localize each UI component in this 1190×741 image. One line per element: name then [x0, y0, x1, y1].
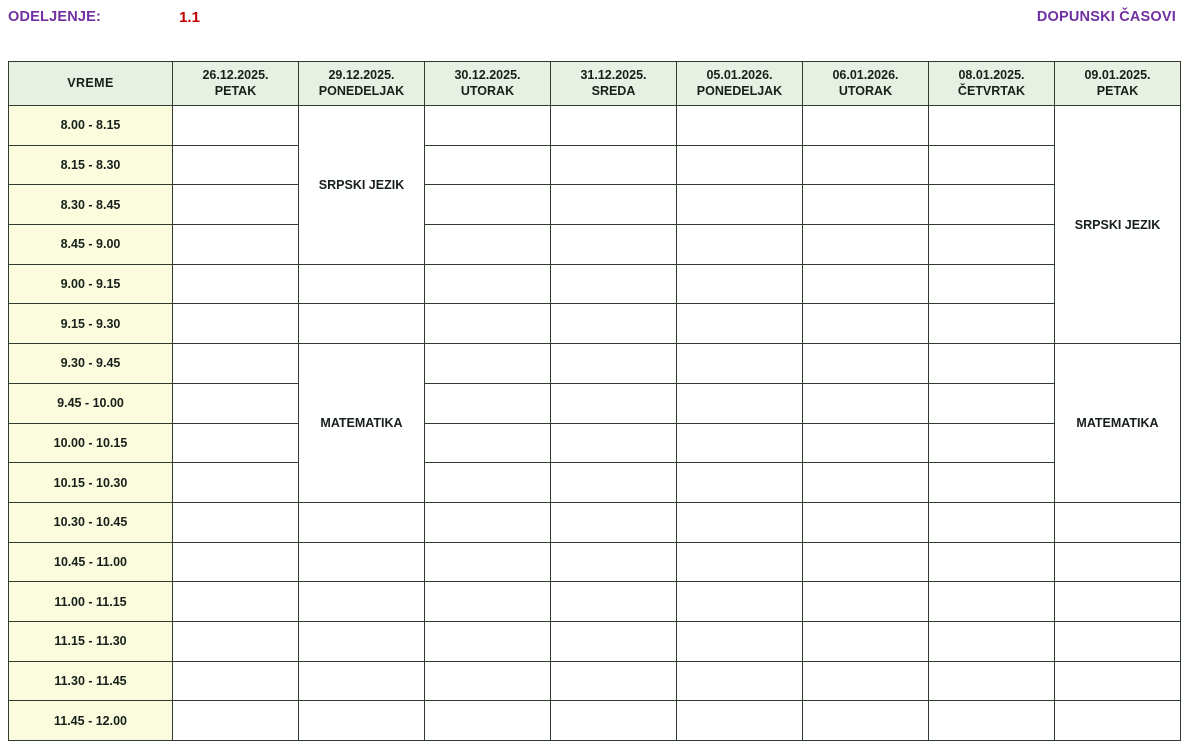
cell-d7[interactable] [929, 582, 1055, 622]
time-slot: 10.15 - 10.30 [9, 463, 173, 503]
cell-d7[interactable] [929, 502, 1055, 542]
cell-d1[interactable] [173, 582, 299, 622]
day-name: UTORAK [460, 83, 515, 98]
cell-d6[interactable] [803, 502, 929, 542]
cell-d4[interactable] [551, 225, 677, 265]
cell-d3[interactable] [425, 185, 551, 225]
cell-d2[interactable] [299, 542, 425, 582]
cell-d6[interactable] [803, 423, 929, 463]
cell-d5[interactable] [677, 106, 803, 146]
time-slot: 9.45 - 10.00 [9, 383, 173, 423]
cell-d8[interactable] [1055, 502, 1181, 542]
time-slot: 11.30 - 11.45 [9, 661, 173, 701]
schedule-table-wrapper [8, 61, 1180, 741]
day-name: SREDA [591, 83, 636, 98]
cell-d8-srpski[interactable]: SRPSKI JEZIK [1055, 106, 1181, 344]
column-header-day-3 [425, 62, 551, 106]
cell-d6[interactable] [803, 106, 929, 146]
table-row [9, 463, 1181, 503]
column-header-day-8 [1055, 62, 1181, 106]
header-row [9, 62, 1181, 106]
cell-d8[interactable] [1055, 542, 1181, 582]
day-date: 31.12.2025. [580, 67, 647, 82]
cell-d2[interactable] [299, 264, 425, 304]
column-header-day-6 [803, 62, 929, 106]
cell-d5[interactable] [677, 383, 803, 423]
page-title: DOPUNSKI ČASOVI [1036, 9, 1176, 25]
cell-d6[interactable] [803, 264, 929, 304]
cell-d6[interactable] [803, 145, 929, 185]
cell-d3[interactable] [425, 304, 551, 344]
cell-d4[interactable] [551, 463, 677, 503]
page-header [0, 0, 1190, 34]
table-row [9, 383, 1181, 423]
cell-d8-matematika[interactable]: MATEMATIKA [1055, 344, 1181, 503]
day-name: PETAK [1096, 83, 1139, 98]
cell-d4[interactable] [551, 383, 677, 423]
cell-d5[interactable] [677, 661, 803, 701]
day-name: UTORAK [838, 83, 893, 98]
cell-d6[interactable] [803, 542, 929, 582]
cell-d1[interactable] [173, 185, 299, 225]
cell-d5[interactable] [677, 621, 803, 661]
time-slot: 8.30 - 8.45 [9, 185, 173, 225]
cell-d1[interactable] [173, 225, 299, 265]
cell-d1[interactable] [173, 344, 299, 384]
cell-d3[interactable] [425, 423, 551, 463]
time-slot: 8.00 - 8.15 [9, 106, 173, 146]
cell-d6[interactable] [803, 304, 929, 344]
cell-d6[interactable] [803, 185, 929, 225]
day-name: PETAK [214, 83, 257, 98]
table-row [9, 423, 1181, 463]
cell-d5[interactable] [677, 542, 803, 582]
cell-d4[interactable] [551, 661, 677, 701]
column-header-vreme: VREME [9, 62, 173, 106]
day-name: PONEDELJAK [318, 83, 405, 98]
cell-d7[interactable] [929, 661, 1055, 701]
cell-d2[interactable] [299, 582, 425, 622]
cell-d1[interactable] [173, 264, 299, 304]
table-row [9, 582, 1181, 622]
cell-d4[interactable] [551, 304, 677, 344]
cell-d3[interactable] [425, 383, 551, 423]
day-date: 05.01.2026. [706, 67, 773, 82]
cell-d5[interactable] [677, 185, 803, 225]
cell-d2-srpski[interactable]: SRPSKI JEZIK [299, 106, 425, 265]
day-date: 26.12.2025. [202, 67, 269, 82]
cell-d7[interactable] [929, 344, 1055, 384]
cell-d6[interactable] [803, 582, 929, 622]
time-slot: 9.30 - 9.45 [9, 344, 173, 384]
cell-d5[interactable] [677, 701, 803, 741]
cell-d1[interactable] [173, 106, 299, 146]
table-row [9, 542, 1181, 582]
table-row [9, 225, 1181, 265]
cell-d5[interactable] [677, 264, 803, 304]
class-label: ODELJENJE: [8, 9, 102, 25]
cell-d4[interactable] [551, 582, 677, 622]
cell-d3[interactable] [425, 344, 551, 384]
cell-d3[interactable] [425, 106, 551, 146]
cell-d1[interactable] [173, 701, 299, 741]
cell-d3[interactable] [425, 502, 551, 542]
cell-d6[interactable] [803, 661, 929, 701]
column-header-day-4 [551, 62, 677, 106]
cell-d6[interactable] [803, 701, 929, 741]
cell-d2[interactable] [299, 502, 425, 542]
cell-d8[interactable] [1055, 661, 1181, 701]
cell-d4[interactable] [551, 264, 677, 304]
cell-d5[interactable] [677, 344, 803, 384]
time-slot: 10.30 - 10.45 [9, 502, 173, 542]
table-row [9, 304, 1181, 344]
cell-d3[interactable] [425, 542, 551, 582]
day-date: 30.12.2025. [454, 67, 521, 82]
cell-d2[interactable] [299, 701, 425, 741]
day-date: 29.12.2025. [328, 67, 395, 82]
cell-d7[interactable] [929, 542, 1055, 582]
day-date: 09.01.2025. [1084, 67, 1151, 82]
table-row [9, 264, 1181, 304]
cell-d5[interactable] [677, 423, 803, 463]
class-value: 1.1 [179, 8, 200, 26]
cell-d3[interactable] [425, 225, 551, 265]
cell-d6[interactable] [803, 621, 929, 661]
cell-d7[interactable] [929, 621, 1055, 661]
table-body [9, 106, 1181, 741]
cell-d7[interactable] [929, 463, 1055, 503]
day-name: ČETVRTAK [957, 83, 1026, 98]
cell-d1[interactable] [173, 463, 299, 503]
cell-d8[interactable] [1055, 582, 1181, 622]
cell-d7[interactable] [929, 701, 1055, 741]
column-header-day-1 [173, 62, 299, 106]
cell-d4[interactable] [551, 701, 677, 741]
cell-d4[interactable] [551, 423, 677, 463]
time-slot: 8.15 - 8.30 [9, 145, 173, 185]
table-row [9, 621, 1181, 661]
table-row [9, 344, 1181, 384]
cell-d3[interactable] [425, 582, 551, 622]
cell-d6[interactable] [803, 383, 929, 423]
cell-d7[interactable] [929, 423, 1055, 463]
time-slot: 9.15 - 9.30 [9, 304, 173, 344]
cell-d3[interactable] [425, 145, 551, 185]
column-header-day-7 [929, 62, 1055, 106]
time-slot: 11.15 - 11.30 [9, 621, 173, 661]
cell-d7[interactable] [929, 106, 1055, 146]
cell-d6[interactable] [803, 225, 929, 265]
cell-d4[interactable] [551, 145, 677, 185]
time-slot: 11.00 - 11.15 [9, 582, 173, 622]
column-header-day-5 [677, 62, 803, 106]
table-row [9, 661, 1181, 701]
time-slot: 11.45 - 12.00 [9, 701, 173, 741]
cell-d4[interactable] [551, 344, 677, 384]
day-date: 06.01.2026. [832, 67, 899, 82]
cell-d7[interactable] [929, 185, 1055, 225]
cell-d2[interactable] [299, 661, 425, 701]
cell-d8[interactable] [1055, 621, 1181, 661]
cell-d1[interactable] [173, 145, 299, 185]
table-row [9, 701, 1181, 741]
day-date: 08.01.2025. [958, 67, 1025, 82]
cell-d5[interactable] [677, 304, 803, 344]
cell-d1[interactable] [173, 621, 299, 661]
table-row [9, 145, 1181, 185]
cell-d7[interactable] [929, 225, 1055, 265]
table-row [9, 185, 1181, 225]
day-name: PONEDELJAK [696, 83, 783, 98]
cell-d1[interactable] [173, 661, 299, 701]
table-row [9, 106, 1181, 146]
schedule-table [8, 61, 1181, 741]
cell-d4[interactable] [551, 542, 677, 582]
column-header-day-2 [299, 62, 425, 106]
cell-d7[interactable] [929, 264, 1055, 304]
cell-d7[interactable] [929, 304, 1055, 344]
time-slot: 9.00 - 9.15 [9, 264, 173, 304]
cell-d4[interactable] [551, 621, 677, 661]
cell-d5[interactable] [677, 463, 803, 503]
cell-d6[interactable] [803, 344, 929, 384]
cell-d5[interactable] [677, 145, 803, 185]
cell-d4[interactable] [551, 502, 677, 542]
cell-d1[interactable] [173, 423, 299, 463]
time-slot: 10.00 - 10.15 [9, 423, 173, 463]
cell-d3[interactable] [425, 621, 551, 661]
time-slot: 8.45 - 9.00 [9, 225, 173, 265]
cell-d8[interactable] [1055, 701, 1181, 741]
cell-d4[interactable] [551, 185, 677, 225]
cell-d1[interactable] [173, 383, 299, 423]
cell-d3[interactable] [425, 661, 551, 701]
cell-d7[interactable] [929, 383, 1055, 423]
cell-d3[interactable] [425, 701, 551, 741]
cell-d7[interactable] [929, 145, 1055, 185]
table-header [9, 62, 1181, 106]
cell-d3[interactable] [425, 264, 551, 304]
table-row [9, 502, 1181, 542]
cell-d2-matematika[interactable]: MATEMATIKA [299, 344, 425, 503]
cell-d4[interactable] [551, 106, 677, 146]
cell-d1[interactable] [173, 542, 299, 582]
cell-d5[interactable] [677, 582, 803, 622]
cell-d2[interactable] [299, 621, 425, 661]
cell-d6[interactable] [803, 463, 929, 503]
cell-d5[interactable] [677, 225, 803, 265]
cell-d2[interactable] [299, 304, 425, 344]
cell-d5[interactable] [677, 502, 803, 542]
time-slot: 10.45 - 11.00 [9, 542, 173, 582]
cell-d1[interactable] [173, 502, 299, 542]
cell-d3[interactable] [425, 463, 551, 503]
cell-d1[interactable] [173, 304, 299, 344]
